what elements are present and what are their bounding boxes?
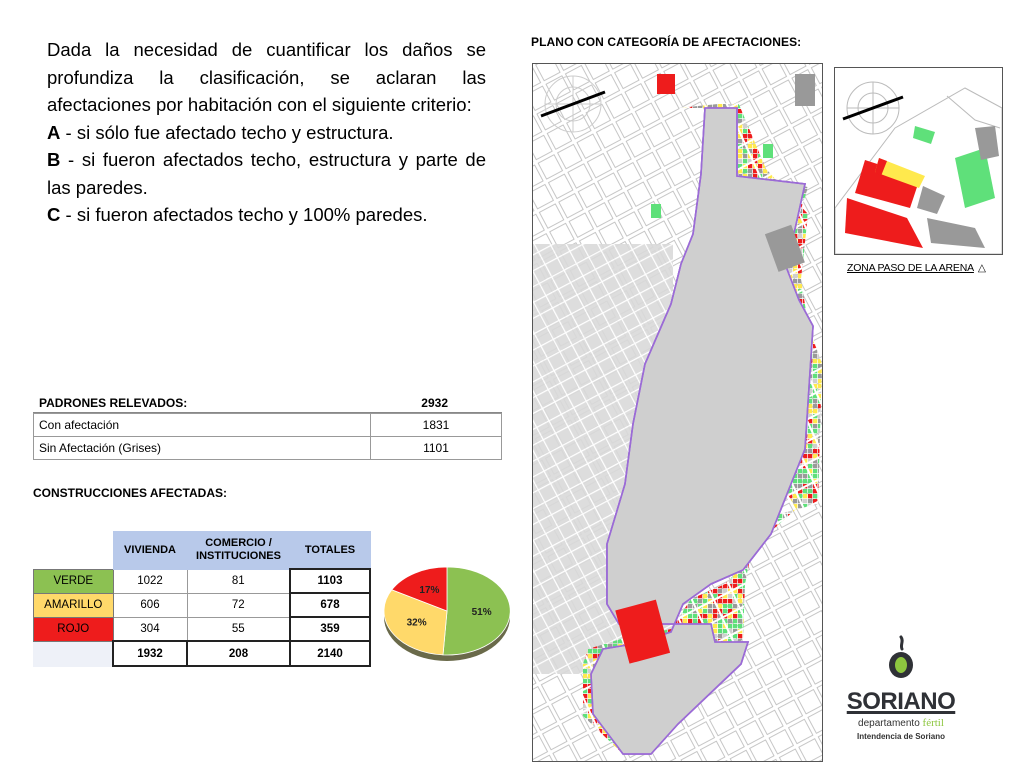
header-blank: [34, 532, 114, 570]
triangle-icon: △: [977, 262, 986, 274]
header-vivienda: VIVIENDA: [113, 532, 187, 570]
table-row: [34, 569, 371, 593]
header-comercio: [187, 532, 290, 570]
row-label-verde: VERDE: [34, 569, 114, 593]
cell-vivienda: 606: [113, 593, 187, 617]
table-row: [34, 414, 502, 437]
total-vivienda: 1932: [113, 641, 187, 666]
criterion-b: [47, 146, 486, 201]
header-comercio-line2: INSTITUCIONES: [196, 550, 281, 563]
map-title: PLANO CON CATEGORÍA DE AFECTACIONES:: [531, 35, 802, 49]
padrones-table: [33, 396, 502, 460]
logo-tag-prefix: departamento: [858, 718, 923, 729]
table-row: [34, 437, 502, 460]
grand-total: 2140: [290, 641, 370, 666]
criterion-c-key: C: [47, 204, 61, 225]
cell-total: 359: [290, 617, 370, 641]
row-label-rojo: ROJO: [34, 617, 114, 641]
padron-value: 1101: [371, 437, 502, 460]
damage-map: [532, 63, 823, 762]
inset-map: [834, 67, 1003, 255]
criterion-a-key: A: [47, 121, 61, 143]
header-comercio-line1: COMERCIO /: [205, 537, 272, 550]
intro-text: [47, 36, 486, 229]
padron-value: 1831: [371, 414, 502, 437]
damage-map-image: [533, 64, 822, 761]
cell-total: 678: [290, 593, 370, 617]
pie-label-verde: 51%: [471, 606, 492, 618]
logo-subtitle: Intendencia de Soriano: [856, 732, 945, 741]
logo-name: SORIANO: [846, 688, 956, 715]
header-totales: TOTALES: [290, 532, 370, 570]
compass-icon: [843, 82, 903, 134]
totals-row: [34, 641, 371, 666]
cell-vivienda: 1022: [113, 569, 187, 593]
logo-tag-highlight: fértil: [922, 717, 944, 729]
inset-caption: [847, 262, 986, 274]
cell-comercio: 55: [187, 617, 290, 641]
padron-label: Con afectación: [34, 414, 371, 437]
padrones-header: [33, 396, 502, 413]
table-row: [34, 617, 371, 641]
pie-label-rojo: 17%: [419, 585, 440, 597]
criterion-a: [47, 119, 486, 147]
table-header-row: [34, 532, 371, 570]
cell-total: 1103: [290, 569, 370, 593]
totals-blank: [34, 641, 114, 666]
padrones-title: PADRONES RELEVADOS:: [39, 396, 188, 410]
padron-label: Sin Afectación (Grises): [34, 437, 371, 460]
sprout-icon: [886, 635, 916, 679]
inset-caption-text: ZONA PASO DE LA ARENA: [847, 262, 974, 274]
soriano-logo: [845, 635, 957, 741]
cell-vivienda: 304: [113, 617, 187, 641]
cell-comercio: 81: [187, 569, 290, 593]
criterion-c: [47, 201, 486, 229]
cell-comercio: 72: [187, 593, 290, 617]
criterion-a-text: - si sólo fue afectado techo y estructura.: [60, 121, 394, 143]
criterion-b-text: - si fueron afectados techo, estructura y parte de las paredes.: [47, 149, 486, 198]
criterion-b-key: B: [47, 149, 61, 170]
row-label-amarillo: AMARILLO: [34, 593, 114, 617]
logo-tagline: [845, 717, 957, 729]
padrones-total: 2932: [421, 396, 448, 410]
total-comercio: 208: [187, 641, 290, 666]
construcciones-title: CONSTRUCCIONES AFECTADAS:: [33, 486, 227, 500]
pie-label-amarillo: 32%: [406, 617, 427, 629]
table-row: [34, 593, 371, 617]
criterion-c-text: - si fueron afectados techo y 100% paredes.: [60, 204, 428, 225]
inset-map-image: [835, 68, 1002, 254]
pie-chart: [383, 559, 513, 663]
construcciones-table: [33, 531, 371, 667]
intro-paragraph: Dada la necesidad de cuantificar los daños se profundiza la clasificación, se aclaran las afectaciones por habitación con el siguiente criterio:: [47, 39, 486, 115]
